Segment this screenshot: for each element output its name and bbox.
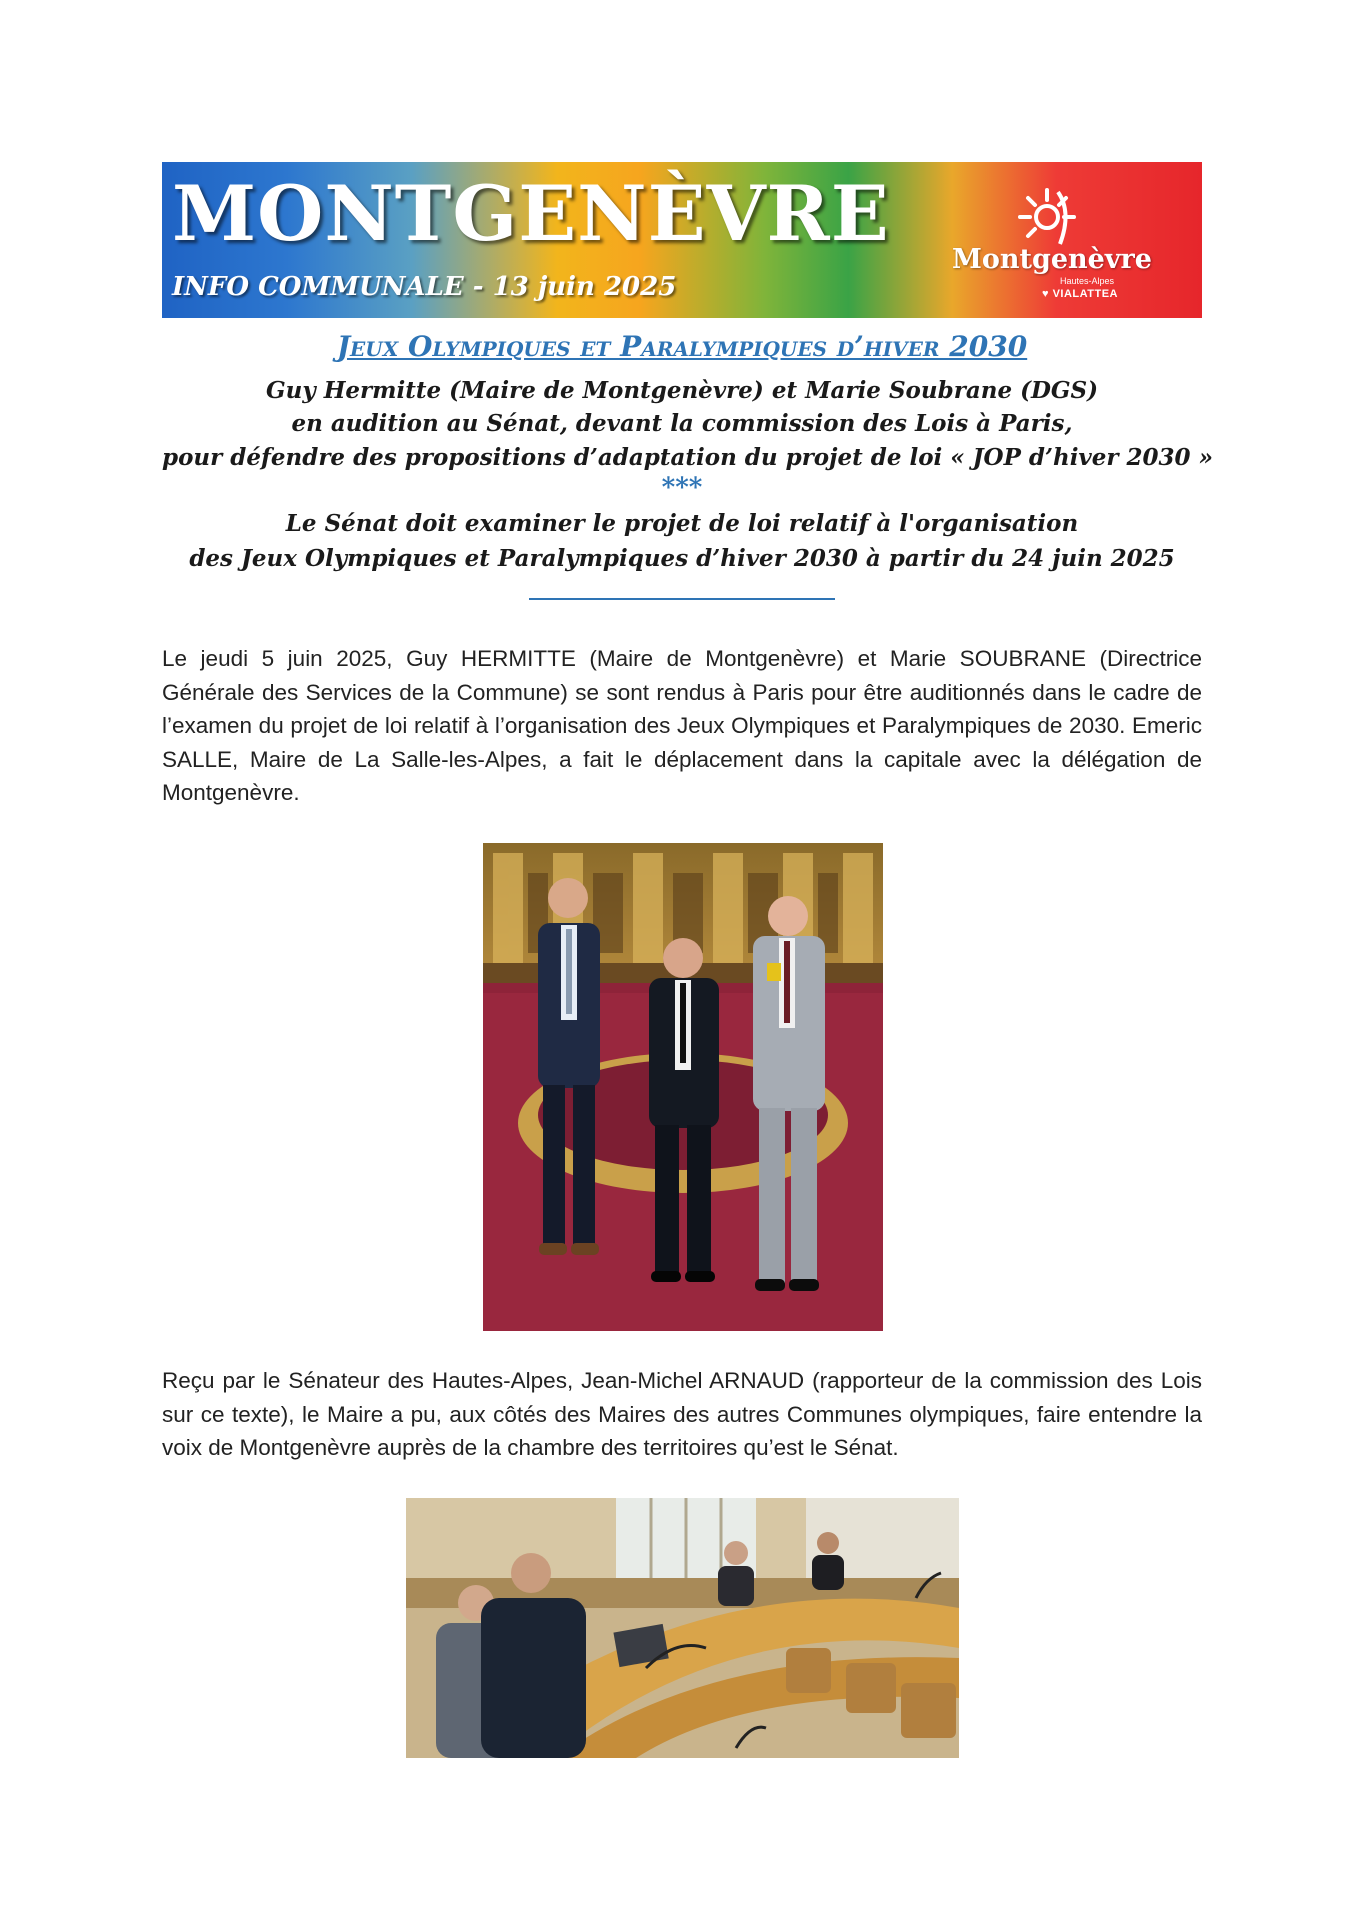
- logo-region: Hautes-Alpes: [1060, 276, 1115, 286]
- event-title: Jeux Olympiques et Paralympiques d’hiver 2030: [336, 330, 1028, 363]
- banner-subtitle: INFO COMMUNALE - 13 juin 2025: [172, 272, 677, 302]
- logo-name: Montgenèvre: [952, 244, 1152, 275]
- logo-partner: [1042, 288, 1118, 300]
- sun-logo-icon: [1012, 182, 1082, 252]
- heart-icon: ♥: [1042, 288, 1053, 300]
- senate-delegation-photo: [483, 843, 883, 1331]
- commission-hearing-photo: [406, 1498, 959, 1758]
- subheading-line-2: en audition au Sénat, devant la commission des Lois à Paris,: [291, 410, 1073, 437]
- divider-line: [529, 598, 835, 600]
- montgenevre-logo: [952, 182, 1152, 312]
- body-paragraph-2: Reçu par le Sénateur des Hautes-Alpes, Jean-Michel ARNAUD (rapporteur de la commission des Lois sur ce texte), le Maire a pu, aux côtés des Maires des autres Communes olympiques, faire entendre la voix de Montgenèvre auprès de la chambre des territoires qu’est le Sénat.: [162, 1368, 1202, 1460]
- newsletter-banner: [162, 162, 1202, 318]
- logo-partner-label: VIALATTEA: [1052, 288, 1118, 300]
- subheading-line-1: Guy Hermitte (Maire de Montgenèvre) et Marie Soubrane (DGS): [265, 377, 1099, 404]
- subheading-line-5: des Jeux Olympiques et Paralympiques d’hiver 2030 à partir du 24 juin 2025: [189, 545, 1175, 572]
- banner-title: MONTGENÈVRE: [172, 169, 890, 258]
- body-paragraph-1: Le jeudi 5 juin 2025, Guy HERMITTE (Maire de Montgenèvre) et Marie SOUBRANE (Directrice Générale des Services de la Commune) se sont rendus à Paris pour être auditionnés dans le cadre de l’examen du projet de loi relatif à l’organisation des Jeux Olympiques et Paralympiques de 2030. Emeric SALLE, Maire de La Salle-les-Alpes, a fait le déplacement dans la capitale avec la délégation de Montgenèvre.: [162, 646, 1202, 805]
- subheading-line-3: pour défendre des propositions d’adaptation du projet de loi « JOP d’hiver 2030 »: [162, 444, 1213, 471]
- separator-stars: ***: [661, 473, 703, 503]
- subheading-line-4: Le Sénat doit examiner le projet de loi relatif à l'organisation: [285, 510, 1079, 537]
